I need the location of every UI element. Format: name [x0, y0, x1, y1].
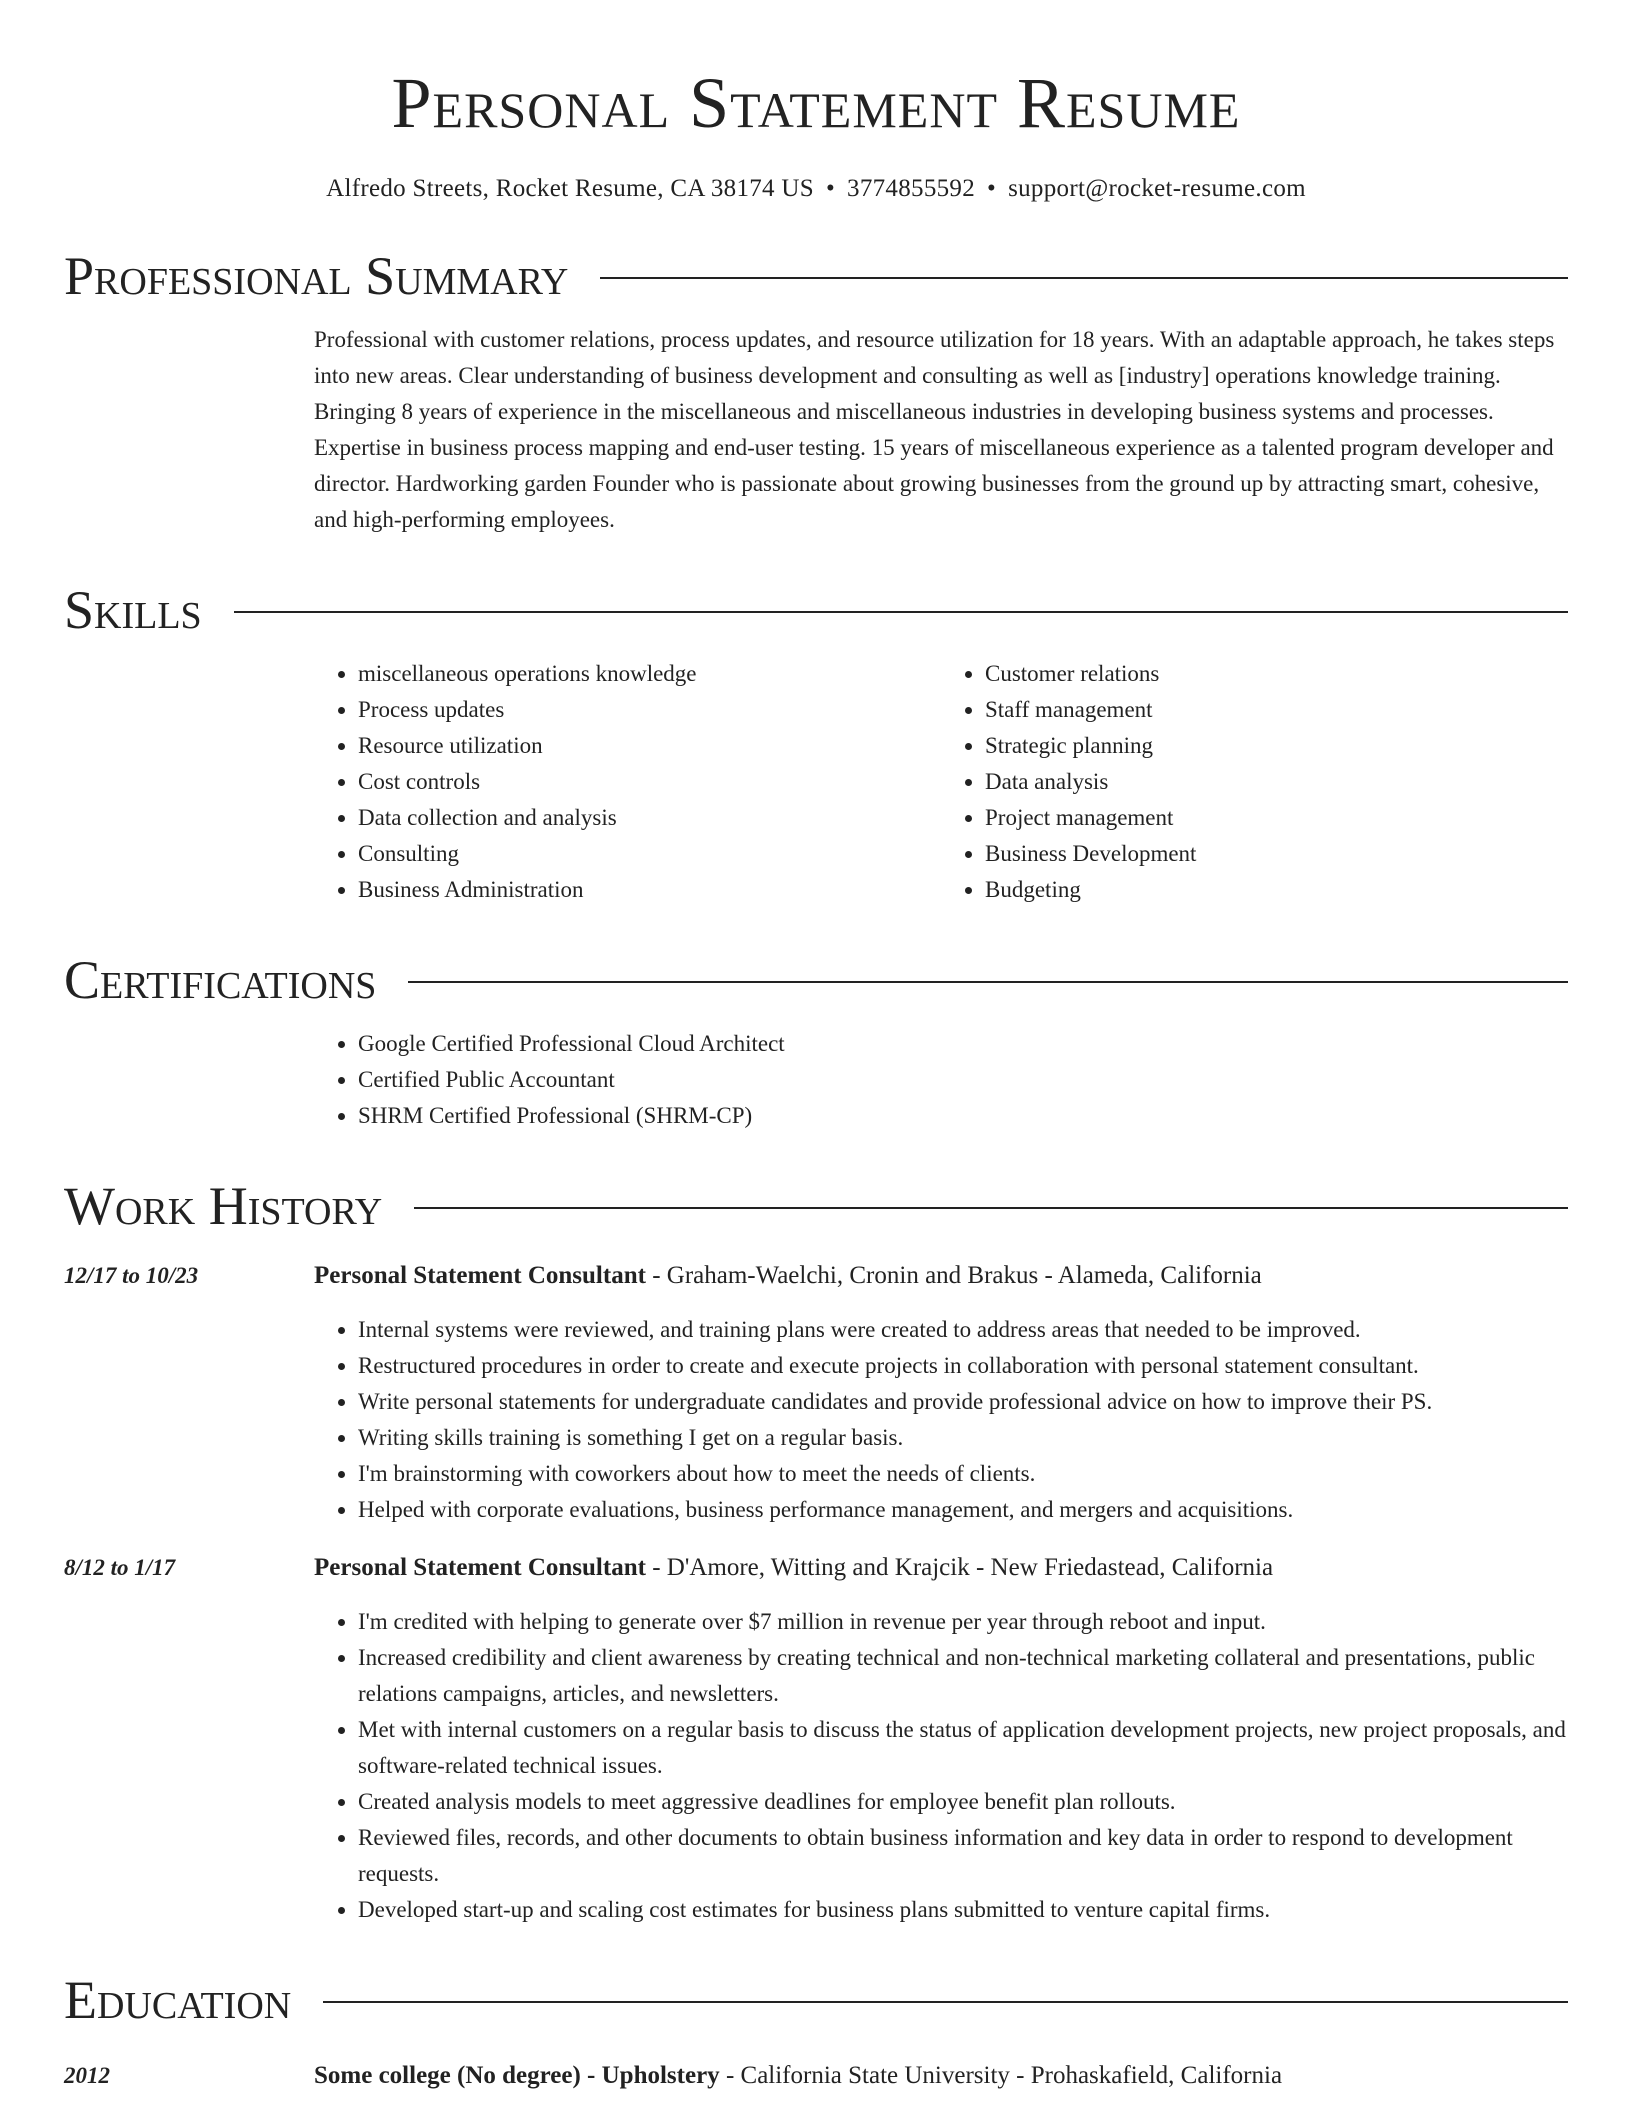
skills-section-title: Skills [64, 580, 202, 640]
work-title-line [314, 1258, 1568, 1294]
contact-separator: • [825, 175, 836, 202]
skill-item: • Staff management [985, 692, 1568, 728]
skill-item: • Data analysis [985, 764, 1568, 800]
section-divider [323, 2001, 1568, 2003]
work-entry [64, 1550, 1568, 1928]
work-bullets [314, 1604, 1568, 1928]
contact-separator: • [987, 175, 997, 202]
work-dates: 12/17 to 10/23 [64, 1263, 199, 1288]
work-bullet: • Reviewed files, records, and other documents to obtain business information and key data in order to respond to development requests. [358, 1820, 1568, 1892]
education-degree: Some college (No degree) - Upholstery [314, 2062, 720, 2089]
skill-item: • Business Development [985, 836, 1568, 872]
skill-item: • Consulting [358, 836, 941, 872]
summary-section-body [314, 322, 1568, 538]
skill-item: • Strategic planning [985, 728, 1568, 764]
summary-section-title: Professional Summary [64, 246, 569, 306]
education-entry [64, 2058, 1568, 2094]
skill-item: • Project management [985, 800, 1568, 836]
work-section-header [64, 1174, 1568, 1238]
work-entry [64, 1258, 1568, 1528]
contact-address: Alfredo Streets, Rocket Resume, CA 38174 US [326, 175, 814, 202]
skill-item: • miscellaneous operations knowledge [358, 656, 941, 692]
section-divider [414, 1207, 1568, 1209]
contact-email: support@rocket-resume.com [1008, 175, 1306, 202]
skill-item: • Data collection and analysis [358, 800, 941, 836]
skills-list-left [314, 656, 941, 908]
resume-title: Personal Statement Resume [391, 63, 1241, 143]
education-section-title: Education [64, 1970, 292, 2030]
work-bullet: • I'm credited with helping to generate over $7 million in revenue per year through reboot and input. [358, 1604, 1568, 1640]
skill-item: • Cost controls [358, 764, 941, 800]
certification-item: • Google Certified Professional Cloud Architect [358, 1026, 1568, 1062]
section-divider [234, 611, 1568, 613]
certification-item: • SHRM Certified Professional (SHRM-CP) [358, 1098, 1568, 1134]
resume-page [64, 0, 1568, 2094]
work-entry-main [314, 1550, 1568, 1928]
work-title-line [314, 1550, 1568, 1586]
work-bullet: • Met with internal customers on a regular basis to discuss the status of application development projects, new project proposals, and software-related technical issues. [358, 1712, 1568, 1784]
work-bullet: • Helped with corporate evaluations, business performance management, and mergers and acquisitions. [358, 1492, 1568, 1528]
summary-section-header [64, 244, 1568, 308]
work-bullet: • Created analysis models to meet aggressive deadlines for employee benefit plan rollouts. [358, 1784, 1568, 1820]
work-employer: - Graham-Waelchi, Cronin and Brakus - Alameda, California [645, 1262, 1262, 1289]
work-role: Personal Statement Consultant [314, 1554, 646, 1581]
skill-item: • Process updates [358, 692, 941, 728]
skills-list-right [941, 656, 1568, 908]
work-bullet: • I'm brainstorming with coworkers about how to meet the needs of clients. [358, 1456, 1568, 1492]
education-section-header [64, 1968, 1568, 2032]
work-section-title: Work History [64, 1176, 383, 1236]
contact-phone: 3774855592 [847, 175, 976, 202]
section-divider [600, 277, 1568, 279]
work-bullet: • Write personal statements for undergraduate candidates and provide professional advice on how to improve their PS. [358, 1384, 1568, 1420]
work-bullet: • Writing skills training is something I get on a regular basis. [358, 1420, 1568, 1456]
education-line [314, 2058, 1282, 2094]
skill-item: • Budgeting [985, 872, 1568, 908]
certifications-section-body [314, 1026, 1568, 1134]
skill-item: • Resource utilization [358, 728, 941, 764]
work-employer: - D'Amore, Witting and Krajcik - New Friedastead, California [645, 1554, 1274, 1581]
skills-section-body [314, 656, 1568, 908]
work-bullet: • Restructured procedures in order to create and execute projects in collaboration with personal statement consultant. [358, 1348, 1568, 1384]
certifications-section-header [64, 948, 1568, 1012]
certifications-list [314, 1026, 1568, 1134]
work-entry-main [314, 1258, 1568, 1528]
work-bullet: • Internal systems were reviewed, and training plans were created to address areas that needed to be improved. [358, 1312, 1568, 1348]
work-bullet: • Increased credibility and client awareness by creating technical and non-technical marketing collateral and presentations, public relations campaigns, articles, and newsletters. [358, 1640, 1568, 1712]
section-divider [408, 981, 1568, 983]
education-year: 2012 [64, 2063, 110, 2088]
certification-item: • Certified Public Accountant [358, 1062, 1568, 1098]
skills-section-header [64, 578, 1568, 642]
education-school: - California State University - Prohaskafield, California [719, 2062, 1283, 2089]
contact-line [64, 174, 1568, 204]
work-bullets [314, 1312, 1568, 1528]
skills-grid [314, 656, 1568, 908]
work-dates: 8/12 to 1/17 [64, 1555, 176, 1580]
summary-text: Professional with customer relations, process updates, and resource utilization for 18 years. With an adaptable approach, he takes steps into new areas. Clear understanding of business development and consulting as well as [industry] operations knowledge training. Bringing 8 years of experience in the miscellaneous and miscellaneous industries in developing business systems and processes. Expertise in business process mapping and end-user testing. 15 years of miscellaneous experience as a talented program developer and director. Hardworking garden Founder who is passionate about growing businesses from the ground up by attracting smart, cohesive, and high-performing employees. [314, 327, 1555, 532]
work-bullet: • Developed start-up and scaling cost estimates for business plans submitted to venture capital firms. [358, 1892, 1568, 1928]
work-role: Personal Statement Consultant [314, 1262, 646, 1289]
skill-item: • Customer relations [985, 656, 1568, 692]
skill-item: • Business Administration [358, 872, 941, 908]
certifications-section-title: Certifications [64, 950, 377, 1010]
